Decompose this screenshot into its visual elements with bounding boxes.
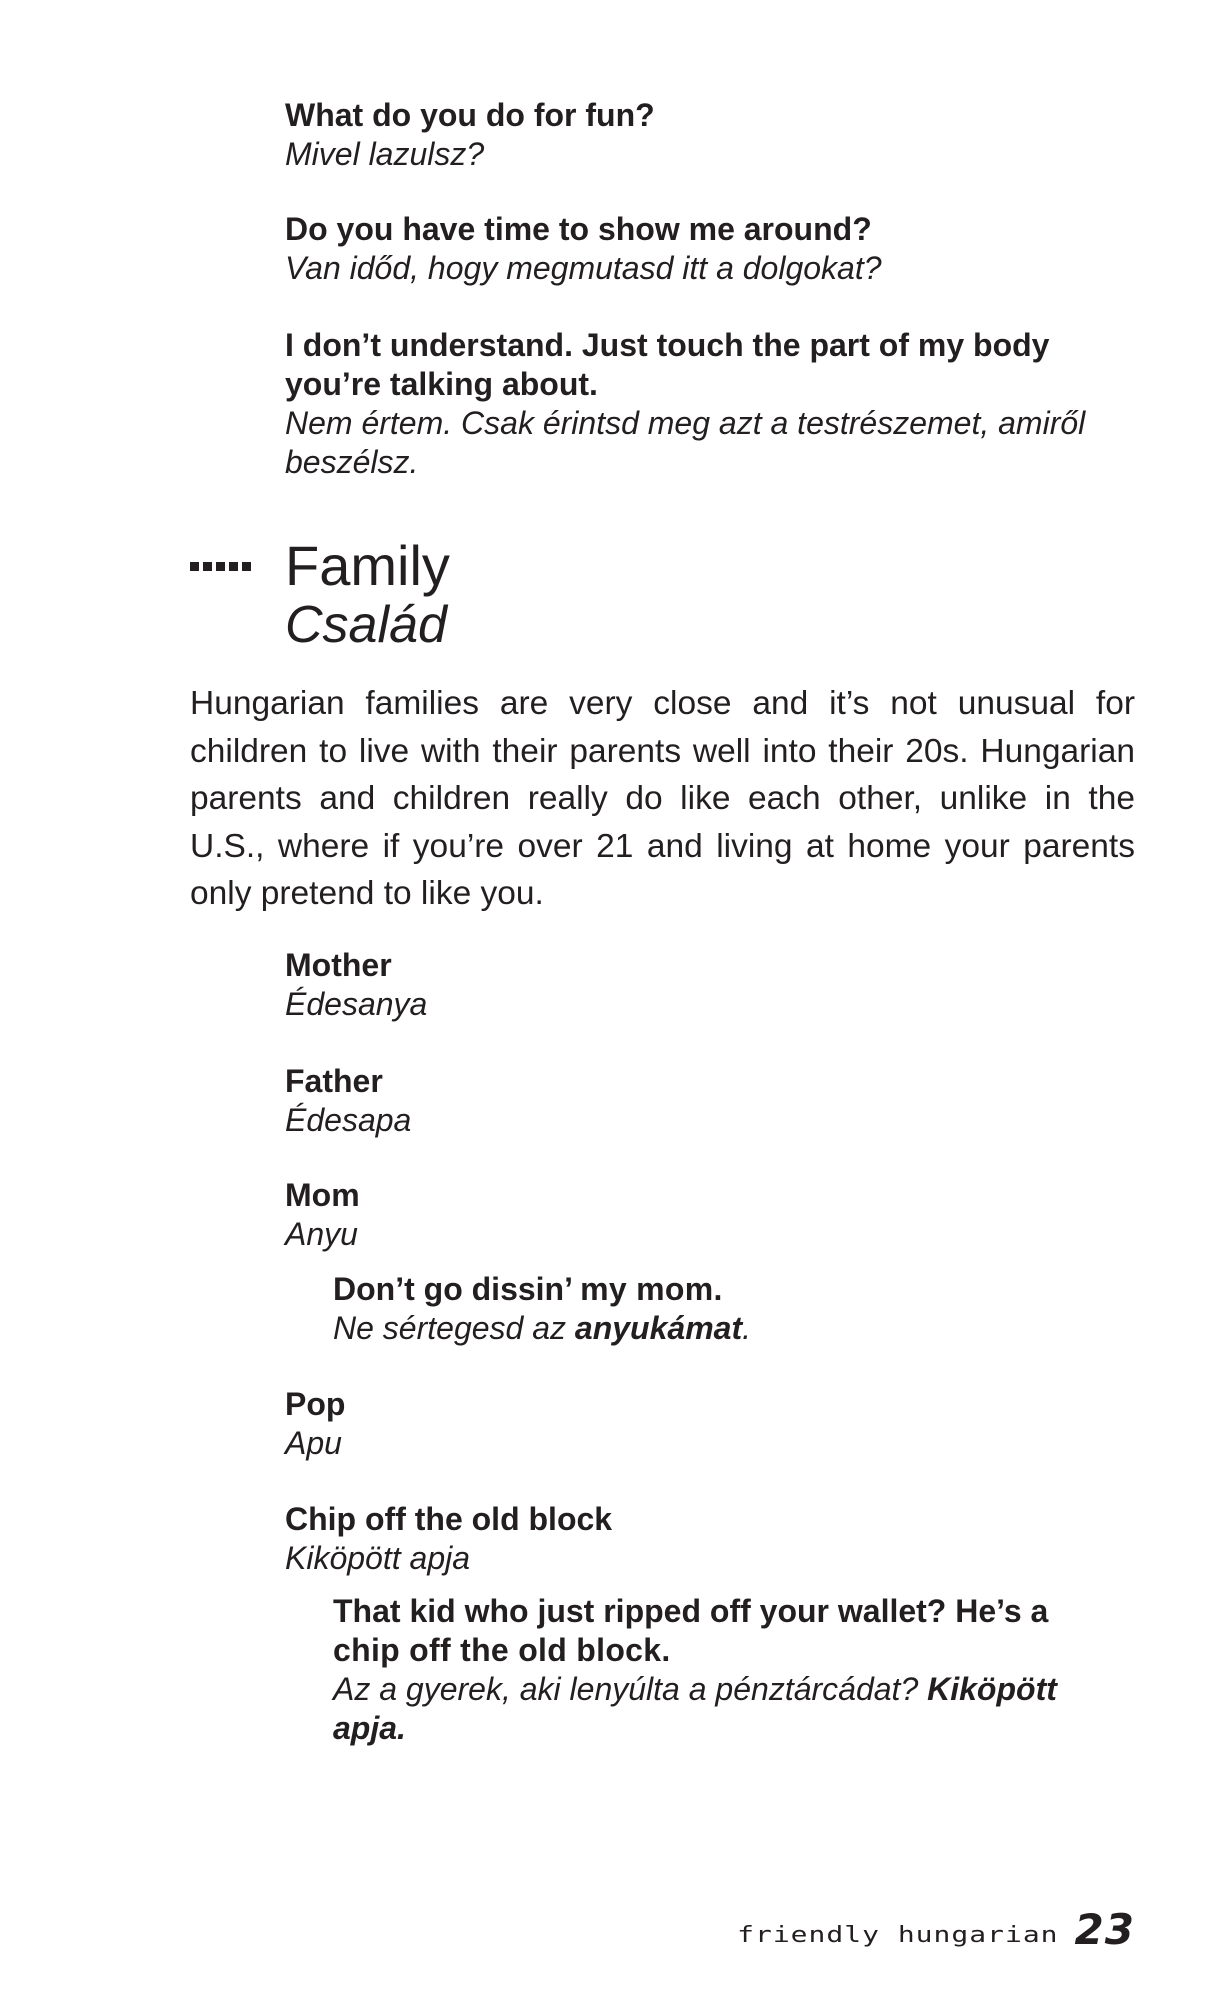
vocab-english: Chip off the old block: [285, 1501, 613, 1537]
vocab-entry-pop: [285, 1385, 1105, 1463]
vocab-english: Mom: [285, 1177, 360, 1213]
example-english-line-1: That kid who just ripped off your wallet? He’s a: [333, 1593, 1049, 1629]
vocab-hungarian: Édesanya: [285, 986, 428, 1022]
vocab-entry-chip: [285, 1500, 1105, 1578]
example-english-line-2: chip off the old block.: [333, 1632, 671, 1668]
book-title: friendly hungarian: [737, 1921, 1059, 1948]
section-title: Family: [285, 534, 450, 597]
example-entry-mom: [333, 1270, 1105, 1348]
example-entry-chip: [333, 1592, 1105, 1748]
vocab-entry-mom: [285, 1176, 1105, 1254]
vocab-english: Pop: [285, 1386, 346, 1422]
vocab-hungarian: Édesapa: [285, 1102, 412, 1138]
section-paragraph: Hungarian families are very close and it’s not unusual for children to live with their parents well into their 20s. Hungarian parents and children really do like each other, unlike in the U.S., where if you’re over 21 and living at home your parents only pretend to like you.: [190, 685, 1135, 912]
vocab-english: Father: [285, 1063, 383, 1099]
phrase-english-line-1: I don’t understand. Just touch the part of my body: [285, 327, 1050, 363]
vocab-hungarian: Anyu: [285, 1216, 358, 1252]
example-hungarian: Ne sértegesd az anyukámat.: [333, 1310, 751, 1346]
phrase-hungarian-line-2: beszélsz.: [285, 444, 419, 480]
phrase-english: What do you do for fun?: [285, 97, 655, 133]
phrase-english-line-2: you’re talking about.: [285, 366, 598, 402]
section-subtitle: Család: [285, 596, 447, 654]
vocab-english: Mother: [285, 947, 392, 983]
example-hungarian-line-2: apja.: [333, 1710, 406, 1746]
section-dots-decoration: [190, 562, 251, 571]
example-english: Don’t go dissin’ my mom.: [333, 1271, 723, 1307]
phrase-entry: [285, 210, 1105, 288]
page-footer: [737, 1905, 1135, 1954]
vocab-entry-father: [285, 1062, 1105, 1140]
phrase-entry: [285, 326, 1105, 482]
phrase-entry: [285, 96, 1105, 174]
phrase-hungarian: Mivel lazulsz?: [285, 136, 485, 172]
phrase-hungarian-line-1: Nem értem. Csak érintsd meg azt a testrészemet, amiről: [285, 405, 1086, 441]
phrase-hungarian: Van időd, hogy megmutasd itt a dolgokat?: [285, 250, 882, 286]
phrase-english: Do you have time to show me around?: [285, 211, 872, 247]
example-hungarian-line-1: Az a gyerek, aki lenyúlta a pénztárcádat? Kiköpött: [333, 1671, 1057, 1707]
vocab-hungarian: Kiköpött apja: [285, 1540, 471, 1576]
page-number: 23: [1074, 1905, 1135, 1954]
vocab-entry-mother: [285, 946, 1105, 1024]
vocab-hungarian: Apu: [285, 1425, 342, 1461]
